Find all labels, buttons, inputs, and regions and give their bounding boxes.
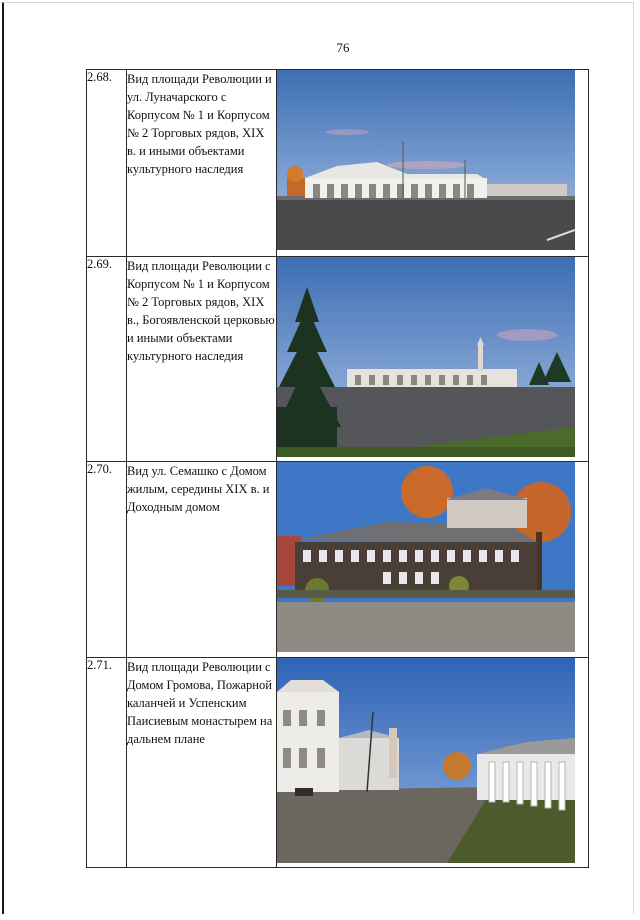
table-row: [87, 462, 589, 658]
table-row: [87, 257, 589, 462]
row-description: Вид площади Революции с Корпусом № 1 и Корпусом № 2 Торговых рядов, XIX в., Богоявленской церковью и иными объектами культурного наследия: [127, 259, 275, 363]
photo-cell: [277, 462, 589, 658]
description-cell: [127, 70, 277, 257]
page-number: 76: [336, 40, 350, 55]
row-description: Вид площади Революции с Домом Громова, Пожарной каланчей и Успенским Паисиевым монастырем на дальнем плане: [127, 660, 273, 746]
table-row: [87, 70, 589, 257]
objects-table: [86, 69, 589, 868]
description-cell: [127, 462, 277, 658]
table-row: [87, 658, 589, 868]
row-number-cell: [87, 70, 127, 257]
photo-2-68-trading-rows: [277, 70, 575, 250]
row-description: Вид ул. Семашко с Домом жилым, середины XIX в. и Доходным домом: [127, 464, 270, 514]
photo-cell: [277, 257, 589, 462]
row-number: 2.68.: [87, 70, 112, 84]
row-number-cell: [87, 658, 127, 868]
row-number: 2.70.: [87, 462, 112, 476]
description-cell: [127, 658, 277, 868]
photo-2-69-square-with-fir: [277, 257, 575, 457]
description-cell: [127, 257, 277, 462]
row-number-cell: [87, 257, 127, 462]
row-number-cell: [87, 462, 127, 658]
row-description: Вид площади Революции и ул. Луначарского с Корпусом № 1 и Корпусом № 2 Торговых рядов, XIX в. и иными объектами культурного наследия: [127, 72, 272, 176]
row-number: 2.69.: [87, 257, 112, 271]
row-number: 2.71.: [87, 658, 112, 672]
photo-cell: [277, 70, 589, 257]
photo-2-70-semashko-street: [277, 462, 575, 652]
photo-2-71-gromov-house: [277, 658, 575, 863]
photo-cell: [277, 658, 589, 868]
